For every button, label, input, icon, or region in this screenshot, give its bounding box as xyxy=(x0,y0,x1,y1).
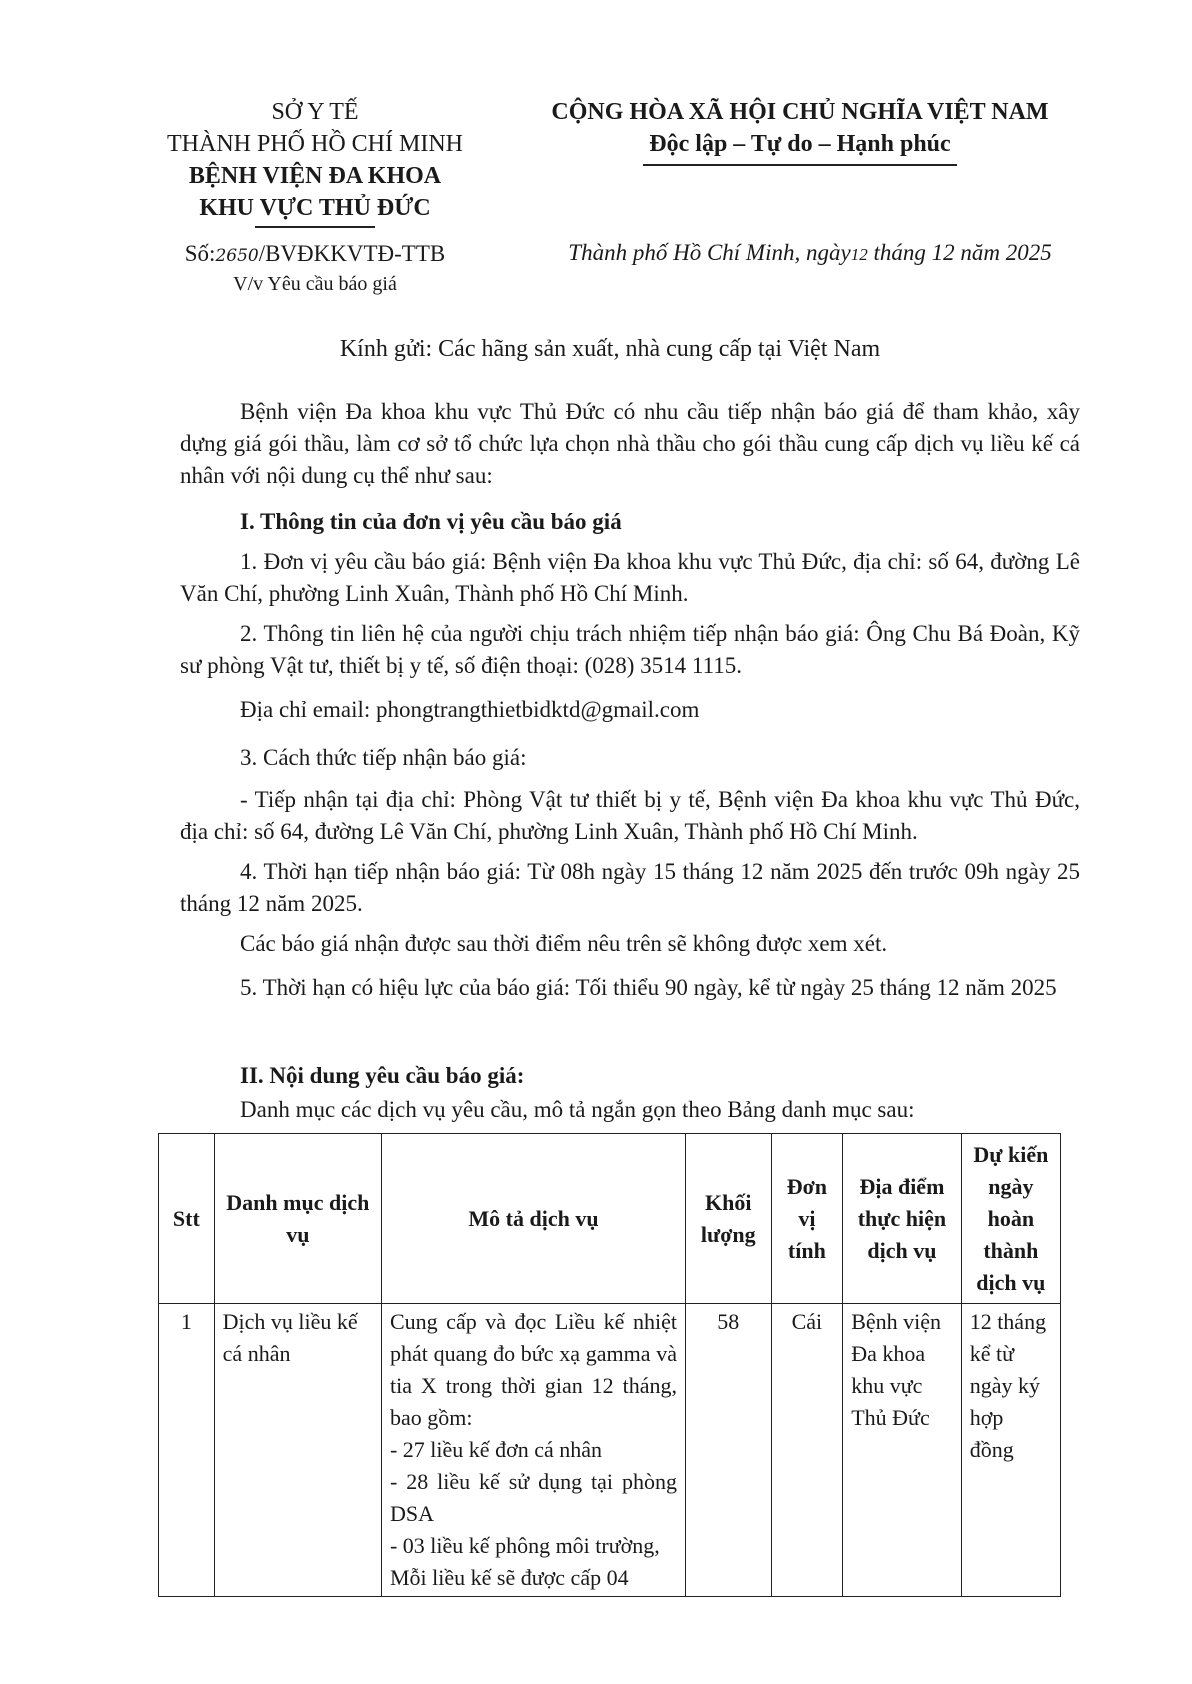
issuer-hospital-area: KHU VỰC THỦ ĐỨC xyxy=(199,195,431,221)
col-header-completion: Dự kiến ngày hoàn thành dịch vụ xyxy=(961,1134,1060,1304)
cell-completion: 12 tháng kể từ ngày ký hợp đồng xyxy=(961,1304,1060,1597)
national-motto: Độc lập – Tự do – Hạnh phúc xyxy=(643,128,956,166)
issuer-city: THÀNH PHỐ HỒ CHÍ MINH xyxy=(167,131,463,157)
col-header-location: Địa điểm thực hiện dịch vụ xyxy=(843,1134,962,1304)
section2-heading: II. Nội dung yêu cầu báo giá: xyxy=(240,1063,525,1088)
section1-item2: 2. Thông tin liên hệ của người chịu trách nhiệm tiếp nhận báo giá: Ông Chu Bá Đoàn, Kỹ sư phòng Vật tư, thiết bị y tế, số điện thoại: (028) 3514 1115. xyxy=(180,621,1080,678)
description-item: - 28 liều kế sử dụng tại phòng DSA xyxy=(389,1469,677,1526)
cell-category: Dịch vụ liều kế cá nhân xyxy=(214,1304,381,1597)
description-item: Mỗi liều kế sẽ được cấp 04 xyxy=(389,1565,629,1590)
dateline xyxy=(530,240,1090,266)
table-header-row xyxy=(159,1134,1061,1304)
col-header-unit: Đơn vị tính xyxy=(771,1134,843,1304)
cell-location: Bệnh viện Đa khoa khu vực Thủ Đức xyxy=(843,1304,962,1597)
dateline-before: Thành phố Hồ Chí Minh, ngày xyxy=(568,240,851,265)
table-row xyxy=(159,1304,1061,1597)
issuer-department: SỞ Y TẾ xyxy=(271,99,359,125)
section1-item4: 4. Thời hạn tiếp nhận báo giá: Từ 08h ngày 15 tháng 12 năm 2025 đến trước 09h ngày 25 tháng 12 năm 2025. xyxy=(180,859,1080,916)
section1-item4-note: Các báo giá nhận được sau thời điểm nêu trên sẽ không được xem xét. xyxy=(240,931,888,956)
section1-item1: 1. Đơn vị yêu cầu báo giá: Bệnh viện Đa khoa khu vực Thủ Đức, địa chỉ: số 64, đường Lê Văn Chí, phường Linh Xuân, Thành phố Hồ Chí Minh. xyxy=(180,549,1080,606)
cell-stt: 1 xyxy=(159,1304,215,1597)
reference-block xyxy=(150,240,480,298)
reference-suffix: /BVĐKKVTĐ-TTB xyxy=(258,241,446,266)
issuer-underline xyxy=(255,226,375,228)
col-header-quantity: Khối lượng xyxy=(685,1134,771,1304)
cell-unit: Cái xyxy=(771,1304,843,1597)
dateline-after: tháng 12 năm 2025 xyxy=(867,240,1052,265)
description-item: - 03 liều kế phông môi trường, xyxy=(389,1533,660,1558)
intro-paragraph: Bệnh viện Đa khoa khu vực Thủ Đức có nhu cầu tiếp nhận báo giá để tham khảo, xây dựng giá gói thầu, làm cơ sở tổ chức lựa chọn nhà thầu cho gói thầu cung cấp dịch vụ liều kế cá nhân với nội dung cụ thể như sau: xyxy=(180,399,1080,488)
col-header-description: Mô tả dịch vụ xyxy=(381,1134,685,1304)
section1-item5: 5. Thời hạn có hiệu lực của báo giá: Tối thiểu 90 ngày, kể từ ngày 25 tháng 12 năm 2025 xyxy=(240,975,1057,1000)
section1-heading: I. Thông tin của đơn vị yêu cầu báo giá xyxy=(240,509,622,534)
reference-subject: V/v Yêu cầu báo giá xyxy=(233,273,397,295)
cell-quantity: 58 xyxy=(685,1304,771,1597)
col-header-stt: Stt xyxy=(159,1134,215,1304)
description-item: - 27 liều kế đơn cá nhân xyxy=(389,1437,602,1462)
section1-item3: 3. Cách thức tiếp nhận báo giá: xyxy=(240,745,527,770)
section1-email: Địa chỉ email: phongtrangthietbidktd@gmail.com xyxy=(240,697,700,722)
dateline-day: 12 xyxy=(850,245,868,264)
col-header-category: Danh mục dịch vụ xyxy=(214,1134,381,1304)
issuer-block xyxy=(150,96,480,228)
section2-lead: Danh mục các dịch vụ yêu cầu, mô tả ngắn gọn theo Bảng danh mục sau: xyxy=(240,1097,915,1122)
services-table xyxy=(158,1133,1061,1597)
recipient: Kính gửi: Các hãng sản xuất, nhà cung cấp tại Việt Nam xyxy=(339,336,881,362)
national-title: CỘNG HÒA XÃ HỘI CHỦ NGHĨA VIỆT NAM xyxy=(551,99,1049,125)
issuer-hospital: BỆNH VIỆN ĐA KHOA xyxy=(188,163,442,189)
national-header xyxy=(520,96,1080,166)
section1-item3-detail: - Tiếp nhận tại địa chỉ: Phòng Vật tư thiết bị y tế, Bệnh viện Đa khoa khu vực Thủ Đức, địa chỉ: số 64, đường Lê Văn Chí, phường Linh Xuân, Thành phố Hồ Chí Minh. xyxy=(180,787,1080,844)
cell-description xyxy=(381,1304,685,1597)
reference-prefix: Số: xyxy=(184,241,216,266)
reference-handwritten-number: 2650 xyxy=(215,246,259,266)
reference-number xyxy=(150,240,480,270)
description-intro: Cung cấp và đọc Liều kế nhiệt phát quang đo bức xạ gamma và tia X trong thời gian 12 tháng, bao gồm: xyxy=(389,1309,677,1430)
